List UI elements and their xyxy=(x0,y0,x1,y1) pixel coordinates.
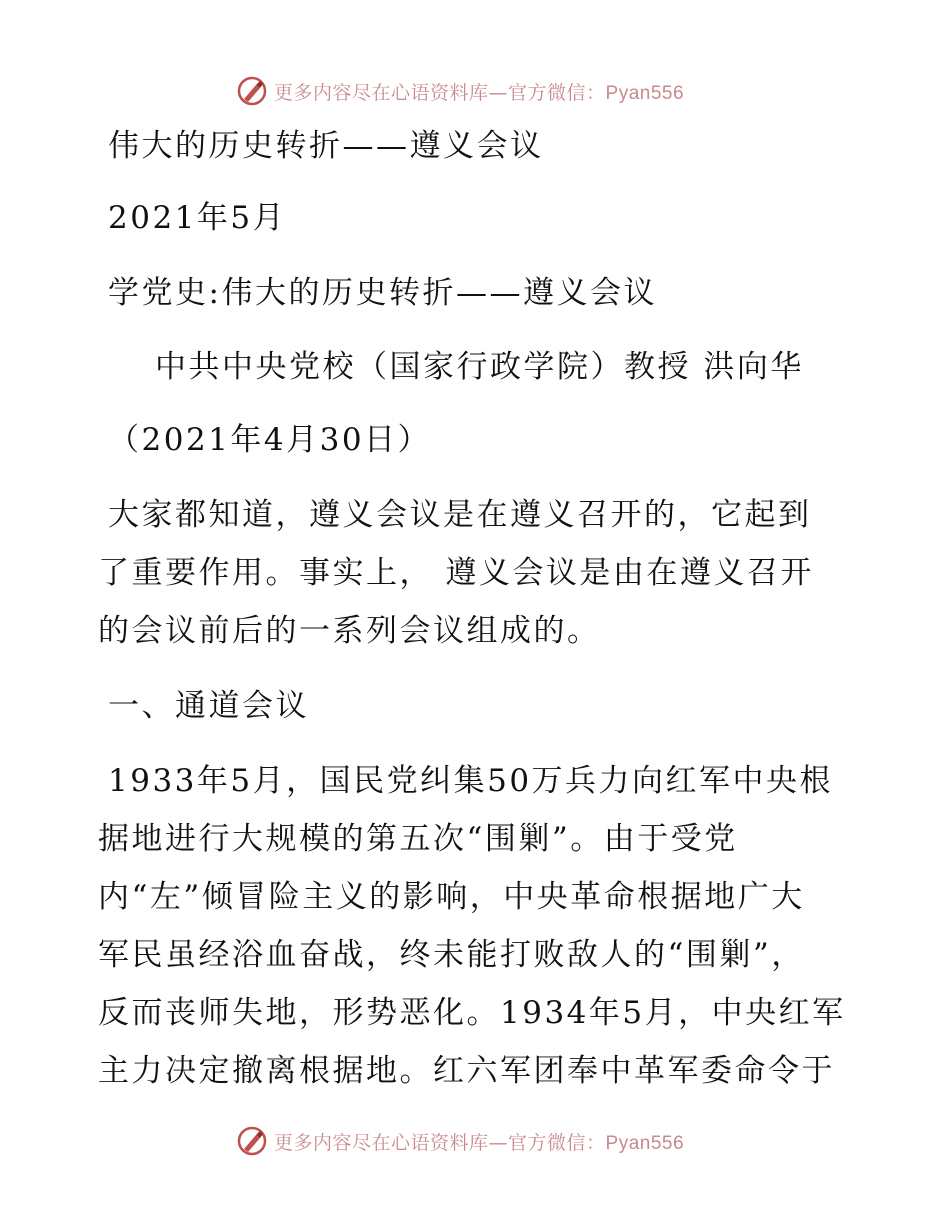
watermark-text: 更多内容尽在心语资料库—官方微信：Pyan556 xyxy=(274,81,685,104)
paragraph-line: 反而丧师失地，形势恶化。1934年5月，中央红军 xyxy=(98,995,846,1031)
paragraph-line: 1933年5月，国民党纠集50万兵力向红军中央根 xyxy=(108,763,834,799)
paragraph-line: 主力决定撤离根据地。红六军团奉中革军委命令于 xyxy=(98,1053,835,1089)
paragraph-line: 据地进行大规模的第五次“围剿”。由于受党 xyxy=(98,821,738,857)
section-heading: 一、通道会议 xyxy=(108,688,309,724)
watermark-footer xyxy=(236,1124,684,1158)
document-title: 伟大的历史转折——遵义会议 xyxy=(108,128,544,164)
paragraph-line: 的会议前后的一系列会议组成的。 xyxy=(98,613,601,649)
watermark-header xyxy=(236,74,684,108)
document-publish-date: （2021年4月30日） xyxy=(108,422,432,458)
watermark-text: 更多内容尽在心语资料库—官方微信：Pyan556 xyxy=(274,1131,685,1154)
paragraph-line: 大家都知道，遵义会议是在遵义召开的，它起到 xyxy=(108,497,812,533)
paragraph-line: 了重要作用。事实上， 遵义会议是由在遵义召开 xyxy=(98,555,814,591)
pen-logo-icon xyxy=(236,75,268,107)
paragraph-line: 内“左”倾冒险主义的影响，中央革命根据地广大 xyxy=(98,879,805,915)
document-subtitle: 学党史:伟大的历史转折——遵义会议 xyxy=(108,275,657,311)
document-date: 2021年5月 xyxy=(108,200,287,236)
document-author: 中共中央党校（国家行政学院）教授 洪向华 xyxy=(155,349,804,385)
paragraph-line: 军民虽经浴血奋战，终未能打败敌人的“围剿”， xyxy=(98,937,805,973)
pen-logo-icon xyxy=(236,1125,268,1157)
